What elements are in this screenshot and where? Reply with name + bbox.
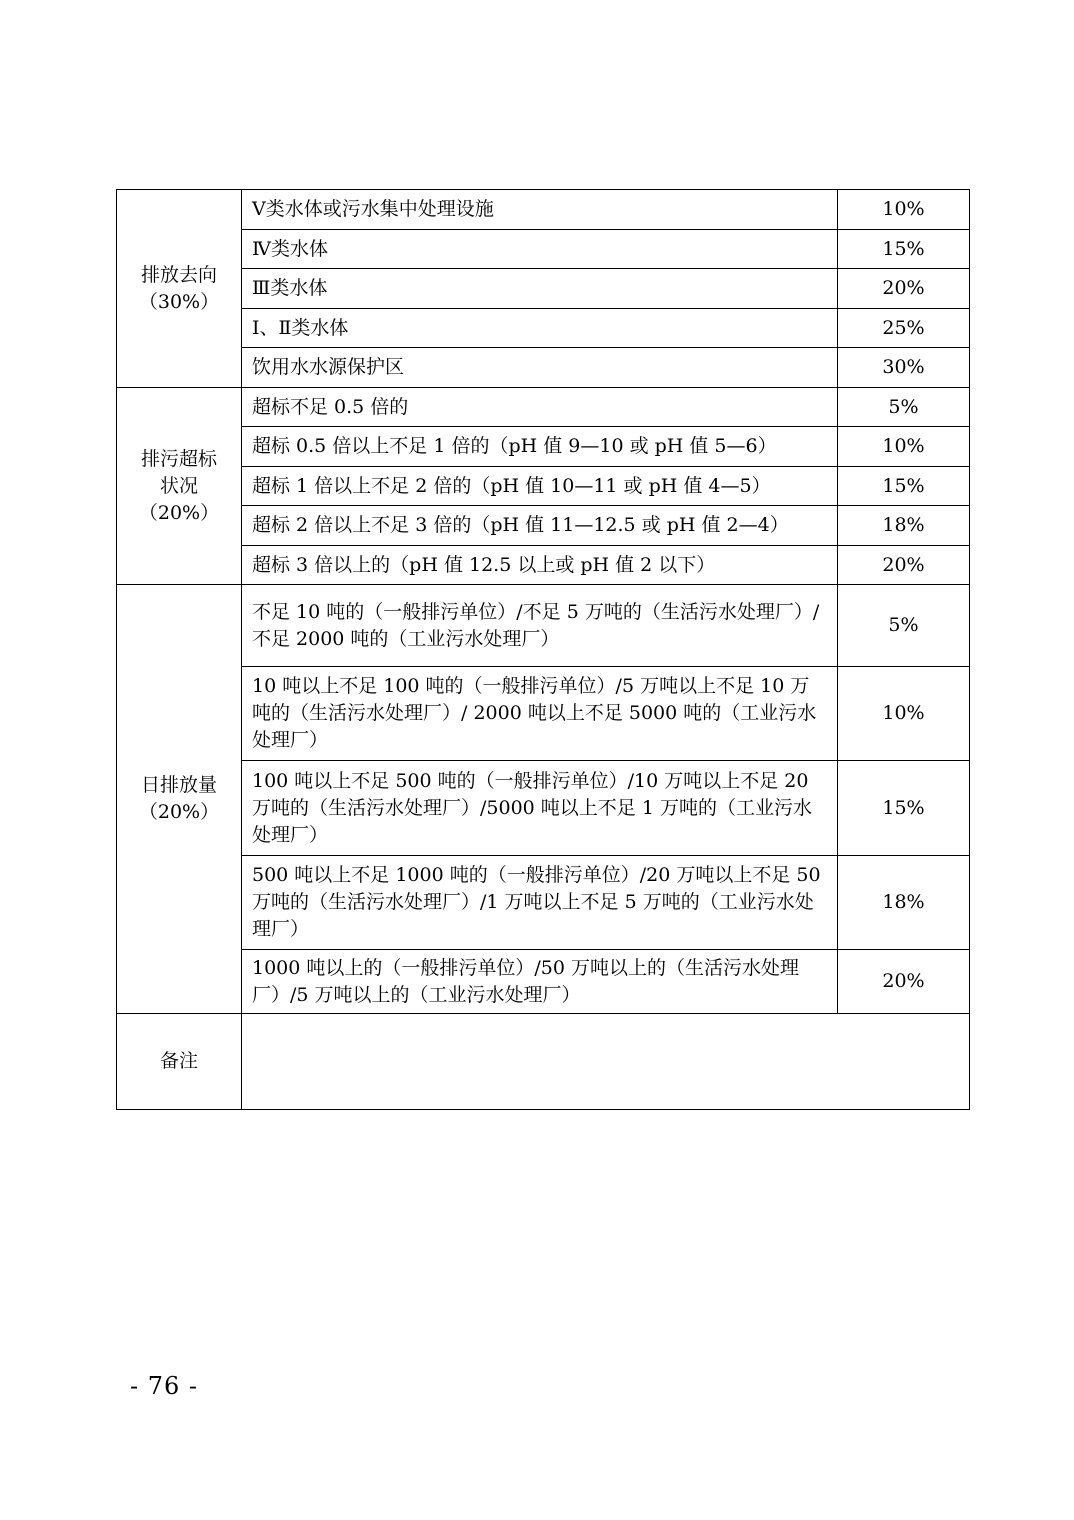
category-weight: （20%） [138, 501, 220, 524]
category-cell-daily-discharge [117, 585, 242, 1014]
row-description: Ⅴ类水体或污水集中处理设施 [242, 190, 838, 230]
category-name-line: 状况 [159, 474, 198, 497]
row-value: 15% [838, 761, 970, 856]
remark-label: 备注 [117, 1014, 242, 1110]
row-description: Ⅰ、Ⅱ类水体 [242, 309, 838, 348]
category-name-line: 排污超标 [140, 447, 217, 470]
row-description: 超标不足 0.5 倍的 [242, 388, 838, 427]
row-value: 25% [838, 309, 970, 348]
row-value: 10% [838, 190, 970, 230]
row-description: 100 吨以上不足 500 吨的（一般排污单位）/10 万吨以上不足 20 万吨的（生活污水处理厂）/5000 吨以上不足 1 万吨的（工业污水处理厂） [242, 761, 838, 856]
page-number: - 76 - [130, 1372, 199, 1400]
row-value: 5% [838, 388, 970, 427]
row-value: 20% [838, 269, 970, 309]
scoring-table [116, 189, 970, 1110]
row-value: 15% [838, 230, 970, 269]
row-description: 不足 10 吨的（一般排污单位）/不足 5 万吨的（生活污水处理厂）/不足 2000 吨的（工业污水处理厂） [242, 585, 838, 667]
row-description: Ⅳ类水体 [242, 230, 838, 269]
row-value: 15% [838, 467, 970, 506]
row-description: 超标 3 倍以上的（pH 值 12.5 以上或 pH 值 2 以下） [242, 546, 838, 585]
row-description: 超标 1 倍以上不足 2 倍的（pH 值 10—11 或 pH 值 4—5） [242, 467, 838, 506]
row-value: 30% [838, 348, 970, 388]
row-description: 超标 0.5 倍以上不足 1 倍的（pH 值 9—10 或 pH 值 5—6） [242, 427, 838, 467]
category-cell-discharge-destination [117, 190, 242, 388]
row-description: 饮用水水源保护区 [242, 348, 838, 388]
row-value: 10% [838, 427, 970, 467]
row-description: 超标 2 倍以上不足 3 倍的（pH 值 11—12.5 或 pH 值 2—4） [242, 506, 838, 546]
row-description: 1000 吨以上的（一般排污单位）/50 万吨以上的（生活污水处理厂）/5 万吨以上的（工业污水处理厂） [242, 950, 838, 1014]
category-weight: （30%） [138, 290, 220, 313]
row-value: 20% [838, 546, 970, 585]
row-value: 18% [838, 506, 970, 546]
remark-content [242, 1014, 970, 1110]
row-value: 18% [838, 856, 970, 950]
category-name-line: 日排放量 [140, 774, 217, 796]
category-name-line: 排放去向 [140, 263, 217, 286]
row-value: 5% [838, 585, 970, 667]
row-value: 20% [838, 950, 970, 1014]
row-description: Ⅲ类水体 [242, 269, 838, 309]
row-value: 10% [838, 667, 970, 761]
category-cell-exceedance-status [117, 388, 242, 585]
row-description: 500 吨以上不足 1000 吨的（一般排污单位）/20 万吨以上不足 50 万吨的（生活污水处理厂）/1 万吨以上不足 5 万吨的（工业污水处理厂） [242, 856, 838, 950]
row-description: 10 吨以上不足 100 吨的（一般排污单位）/5 万吨以上不足 10 万吨的（生活污水处理厂）/ 2000 吨以上不足 5000 吨的（工业污水处理厂） [242, 667, 838, 761]
category-weight: （20%） [138, 801, 220, 823]
